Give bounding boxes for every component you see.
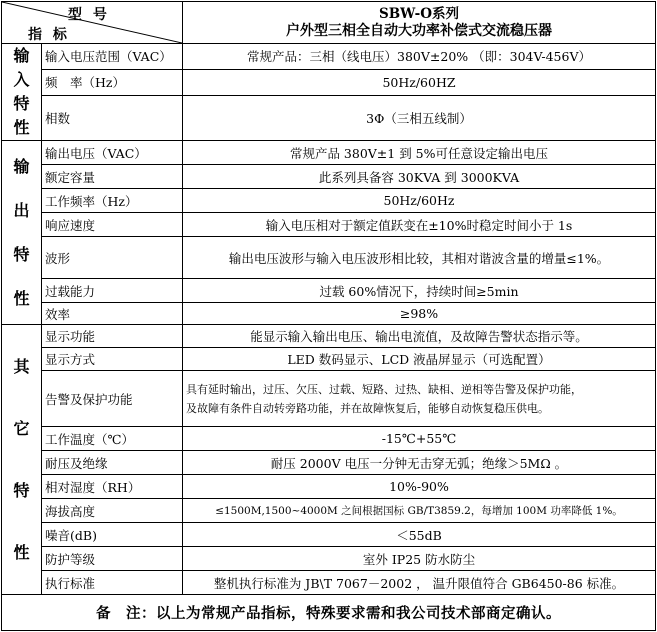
table-row xyxy=(2,348,656,371)
category-other: 其 它 特 性 xyxy=(2,325,42,595)
row-label: 噪音(dB) xyxy=(42,523,183,547)
row-value: 输入电压相对于额定值跃变在±10%时稳定时间小于 1s xyxy=(183,213,656,237)
row-value: LED 数码显示、LCD 液晶屏显示（可选配置） xyxy=(183,348,656,371)
row-label: 相数 xyxy=(42,95,183,140)
row-label: 相对湿度（RH） xyxy=(42,475,183,499)
row-value: 此系列具备容 30KVA 到 3000KVA xyxy=(183,165,656,189)
table-row xyxy=(2,141,656,165)
table-row xyxy=(2,69,656,95)
row-label: 耐压及绝缘 xyxy=(42,451,183,475)
table-row xyxy=(2,499,656,523)
row-label: 过载能力 xyxy=(42,279,183,303)
row-value: 能显示输入输出电压、输出电流值，及故障告警状态指示等。 xyxy=(183,325,656,348)
row-value: ≥98% xyxy=(183,303,656,325)
table-row xyxy=(2,95,656,140)
row-value: ＜55dB xyxy=(183,523,656,547)
row-value: -15℃+55℃ xyxy=(183,427,656,451)
table-row xyxy=(2,237,656,279)
table-row xyxy=(2,189,656,213)
row-value: 常规产品：三相（线电压）380V±20% （即：304V-456V） xyxy=(183,44,656,70)
row-value: 10%-90% xyxy=(183,475,656,499)
row-label: 告警及保护功能 xyxy=(42,371,183,427)
table-row xyxy=(2,523,656,547)
row-label: 响应速度 xyxy=(42,213,183,237)
note-text: 备 注：以上为常规产品指标，特殊要求需和我公司技术部商定确认。 xyxy=(2,595,656,631)
row-value: 50Hz/60Hz xyxy=(183,189,656,213)
category-input: 输 入 特 性 xyxy=(2,44,42,141)
table-row xyxy=(2,303,656,325)
row-value: 整机执行标准为 JB\T 7067－2002 ， 温升限值符合 GB6450-86 标准。 xyxy=(183,571,656,595)
header-diagonal-cell xyxy=(2,2,183,44)
row-label: 输入电压范围（VAC） xyxy=(42,44,183,70)
row-value: 过载 60%情况下，持续时间≥5min xyxy=(183,279,656,303)
row-value: 室外 IP25 防水防尘 xyxy=(183,547,656,571)
table-row xyxy=(2,547,656,571)
row-value: 输出电压波形与输入电压波形相比较，其相对谐波含量的增量≤1%。 xyxy=(183,237,656,279)
model-name: SBW-O系列 xyxy=(379,5,459,22)
table-row xyxy=(2,279,656,303)
row-label: 工作频率（Hz） xyxy=(42,189,183,213)
product-title: 户外型三相全自动大功率补偿式交流稳压器 xyxy=(286,22,552,39)
table-row xyxy=(2,213,656,237)
category-output: 输 出 特 性 xyxy=(2,141,42,325)
row-label: 海拔高度 xyxy=(42,499,183,523)
row-label: 频 率（Hz） xyxy=(42,69,183,95)
row-label: 效率 xyxy=(42,303,183,325)
table-row xyxy=(2,371,656,427)
table-row xyxy=(2,165,656,189)
alarm-line-2: 及故障有条件自动转旁路功能，并在故障恢复后，能够自动恢复稳压供电。 xyxy=(186,401,549,415)
type-label: 型 号 xyxy=(68,7,110,23)
row-label: 额定容量 xyxy=(42,165,183,189)
row-value: 常规产品 380V±1 到 5%可任意设定输出电压 xyxy=(183,141,656,165)
table-row xyxy=(2,571,656,595)
row-value: 50Hz/60HZ xyxy=(183,69,656,95)
header-row xyxy=(2,2,656,44)
alarm-line-1: 具有延时输出，过压、欠压、过载、短路、过热、缺相、逆相等告警及保护功能， xyxy=(186,382,582,396)
index-label: 指 标 xyxy=(28,27,70,43)
row-label: 显示方式 xyxy=(42,348,183,371)
header-title-cell xyxy=(183,2,656,44)
table-row xyxy=(2,44,656,70)
note-row xyxy=(2,595,656,631)
table-row xyxy=(2,475,656,499)
table-row xyxy=(2,427,656,451)
row-value: ≤1500M,1500~4000M 之间根据国标 GB/T3859.2，每增加 100M 功率降低 1%。 xyxy=(183,499,656,523)
row-label: 输出电压（VAC） xyxy=(42,141,183,165)
row-label: 工作温度（℃） xyxy=(42,427,183,451)
row-value xyxy=(183,371,656,427)
spec-table xyxy=(1,1,656,631)
row-value: 3Φ（三相五线制） xyxy=(183,95,656,140)
table-row xyxy=(2,325,656,348)
row-label: 防护等级 xyxy=(42,547,183,571)
row-label: 波形 xyxy=(42,237,183,279)
row-label: 显示功能 xyxy=(42,325,183,348)
row-value: 耐压 2000V 电压一分钟无击穿无弧；绝缘＞5MΩ 。 xyxy=(183,451,656,475)
row-label: 执行标准 xyxy=(42,571,183,595)
table-row xyxy=(2,451,656,475)
